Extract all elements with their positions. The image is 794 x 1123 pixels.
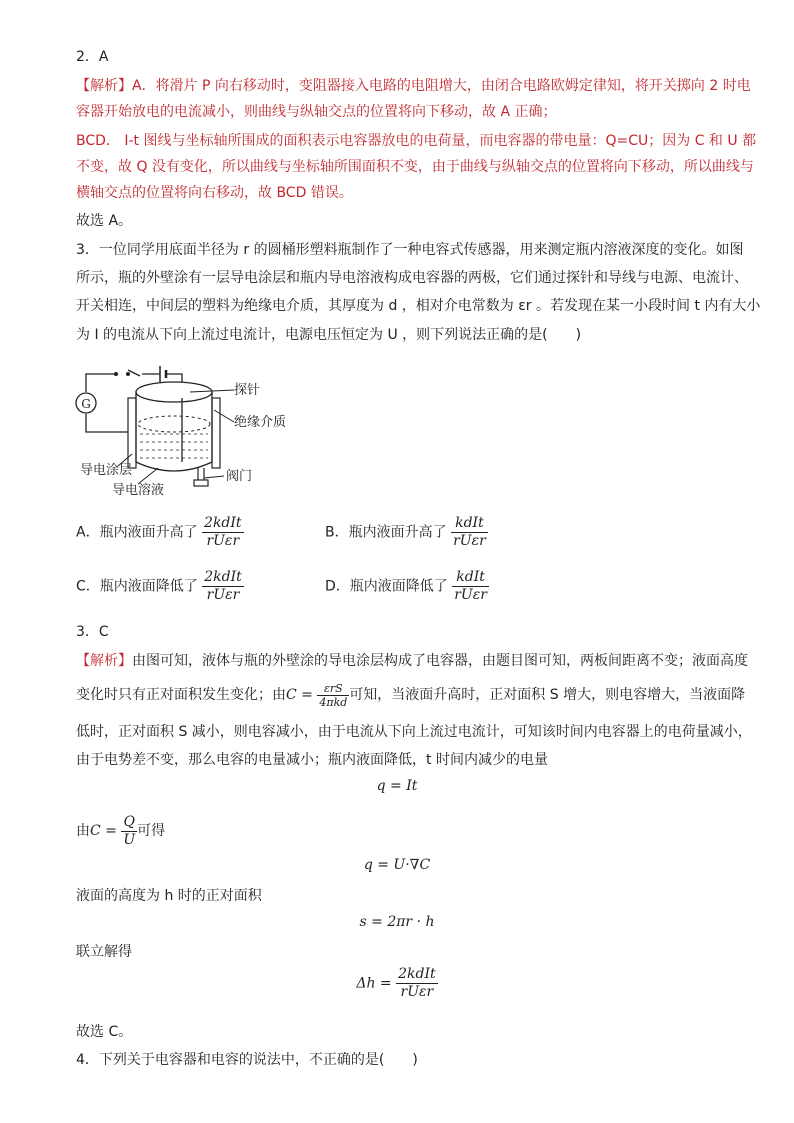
q2-solution-line2: 容器开始放电的电流减小，则曲线与纵轴交点的位置将向下移动，故 A 正确； xyxy=(76,104,557,120)
q2-solution-line1: 【解析】A．将滑片 P 向右移动时，变阻器接入电路的电阻增大，由闭合电路欧姆定律知，将开关掷向 2 时电 xyxy=(76,78,751,94)
option-a-fraction: $\frac{\text{2kdIt}}{\text{rUεr}}$ xyxy=(204,515,242,549)
coating-label: 导电涂层 xyxy=(80,463,133,478)
q2-conclusion: 故选 A。 xyxy=(76,213,133,229)
q3-stem-line4: 为 I 的电流从下向上流过电流计，电源电压恒定为 U ，则下列说法正确的是( ) xyxy=(76,327,582,343)
q3-solution-line1: 【解析】由图可知，液体与瓶的外壁涂的导电涂层构成了电容器，由题目图可知，两板间距离不变；液面高度 xyxy=(76,653,748,669)
q2-solution-tag: 【解析】 xyxy=(76,78,132,94)
q3-solution-line2: 变化时只有正对面积发生变化；由C = $\frac{\text{εrS}}{\text{4πkd}}$ 可知，当液面升高时，正对面积 S 增大，则电容增大，当液面降 xyxy=(76,681,746,709)
option-c-fraction: $\frac{\text{2kdIt}}{\text{rUεr}}$ xyxy=(204,569,242,603)
q2-solution-line3: BCD． I-t 图线与坐标轴所围成的面积表示电容器放电的电荷量，而电容器的带电量：Q=CU；因为 C 和 U 都 xyxy=(76,133,757,149)
solution-label: 导电溶液 xyxy=(112,483,165,498)
q3-solution-line3: 低时，正对面积 S 减小，则电容减小，由于电流从下向上流过电流计，可知该时间内电容器上的电荷量减小， xyxy=(76,724,752,740)
q2-solution-line4: 不变，故 Q 没有变化，所以曲线与坐标轴所围面积不变，由于曲线与纵轴交点的位置将向下移动，所以曲线与 xyxy=(76,159,754,175)
q3-solution-line7: 联立解得 xyxy=(76,944,132,960)
q3-stem-line2: 所示，瓶的外壁涂有一层导电涂层和瓶内导电溶液构成电容器的两极，它们通过探针和导线与电源、电流计、 xyxy=(76,270,748,286)
probe-label: 探针 xyxy=(234,383,261,398)
equation-1: q = It xyxy=(376,778,418,794)
option-b[interactable]: B．瓶内液面升高了 $\frac{\text{kdIt}}{\text{rUεr}}$ xyxy=(325,515,486,549)
option-a[interactable]: A．瓶内液面升高了 $\frac{\text{2kdIt}}{\text{rUεr}}$ xyxy=(76,515,242,549)
valve-label: 阀门 xyxy=(226,469,253,484)
option-d[interactable]: D．瓶内液面降低了 $\frac{\text{kdIt}}{\text{rUεr}}$ xyxy=(325,569,487,603)
q3-solution-line6: 液面的高度为 h 时的正对面积 xyxy=(76,888,262,904)
q3-answer: 3．C xyxy=(76,624,109,640)
q2-solution-line5: 横轴交点的位置将向右移动，故 BCD 错误。 xyxy=(76,185,353,201)
equation-2: q = U·∇C xyxy=(363,857,431,873)
q4-stem: 4．下列关于电容器和电容的说法中，不正确的是( ) xyxy=(76,1052,418,1068)
galvanometer-label: G xyxy=(81,397,91,411)
q3-stem-line3: 开关相连，中间层的塑料为绝缘电介质，其厚度为 d ，相对介电常数为 εr 。若发现在某一小段时间 t 内有大小 xyxy=(76,298,761,314)
q3-stem-line1: 3．一位同学用底面半径为 r 的圆桶形塑料瓶制作了一种电容式传感器，用来测定瓶内溶液深度的变化。如图 xyxy=(76,242,744,258)
q2-answer: 2．A xyxy=(76,49,109,65)
dielectric-label: 绝缘介质 xyxy=(234,415,287,430)
option-b-fraction: $\frac{\text{kdIt}}{\text{rUεr}}$ xyxy=(453,515,486,549)
equation-3: s = 2πr · h xyxy=(359,914,435,930)
q3-solution-tag: 【解析】 xyxy=(76,653,132,669)
equation-4: Δh = $\frac{\text{2kdIt}}{\text{rUεr}}$ xyxy=(356,966,436,1000)
option-d-fraction: $\frac{\text{kdIt}}{\text{rUεr}}$ xyxy=(454,569,487,603)
option-c[interactable]: C．瓶内液面降低了 $\frac{\text{2kdIt}}{\text{rUεr}}$ xyxy=(76,569,242,603)
q3-conclusion: 故选 C。 xyxy=(76,1024,133,1040)
capacitor-sensor-diagram xyxy=(74,362,314,504)
q3-solution-line5: 由C = $\frac{Q}{U}$ 可得 xyxy=(76,813,166,848)
q3-solution-line4: 由于电势差不变，那么电容的电量减小；瓶内液面降低，t 时间内减少的电量 xyxy=(76,752,548,768)
